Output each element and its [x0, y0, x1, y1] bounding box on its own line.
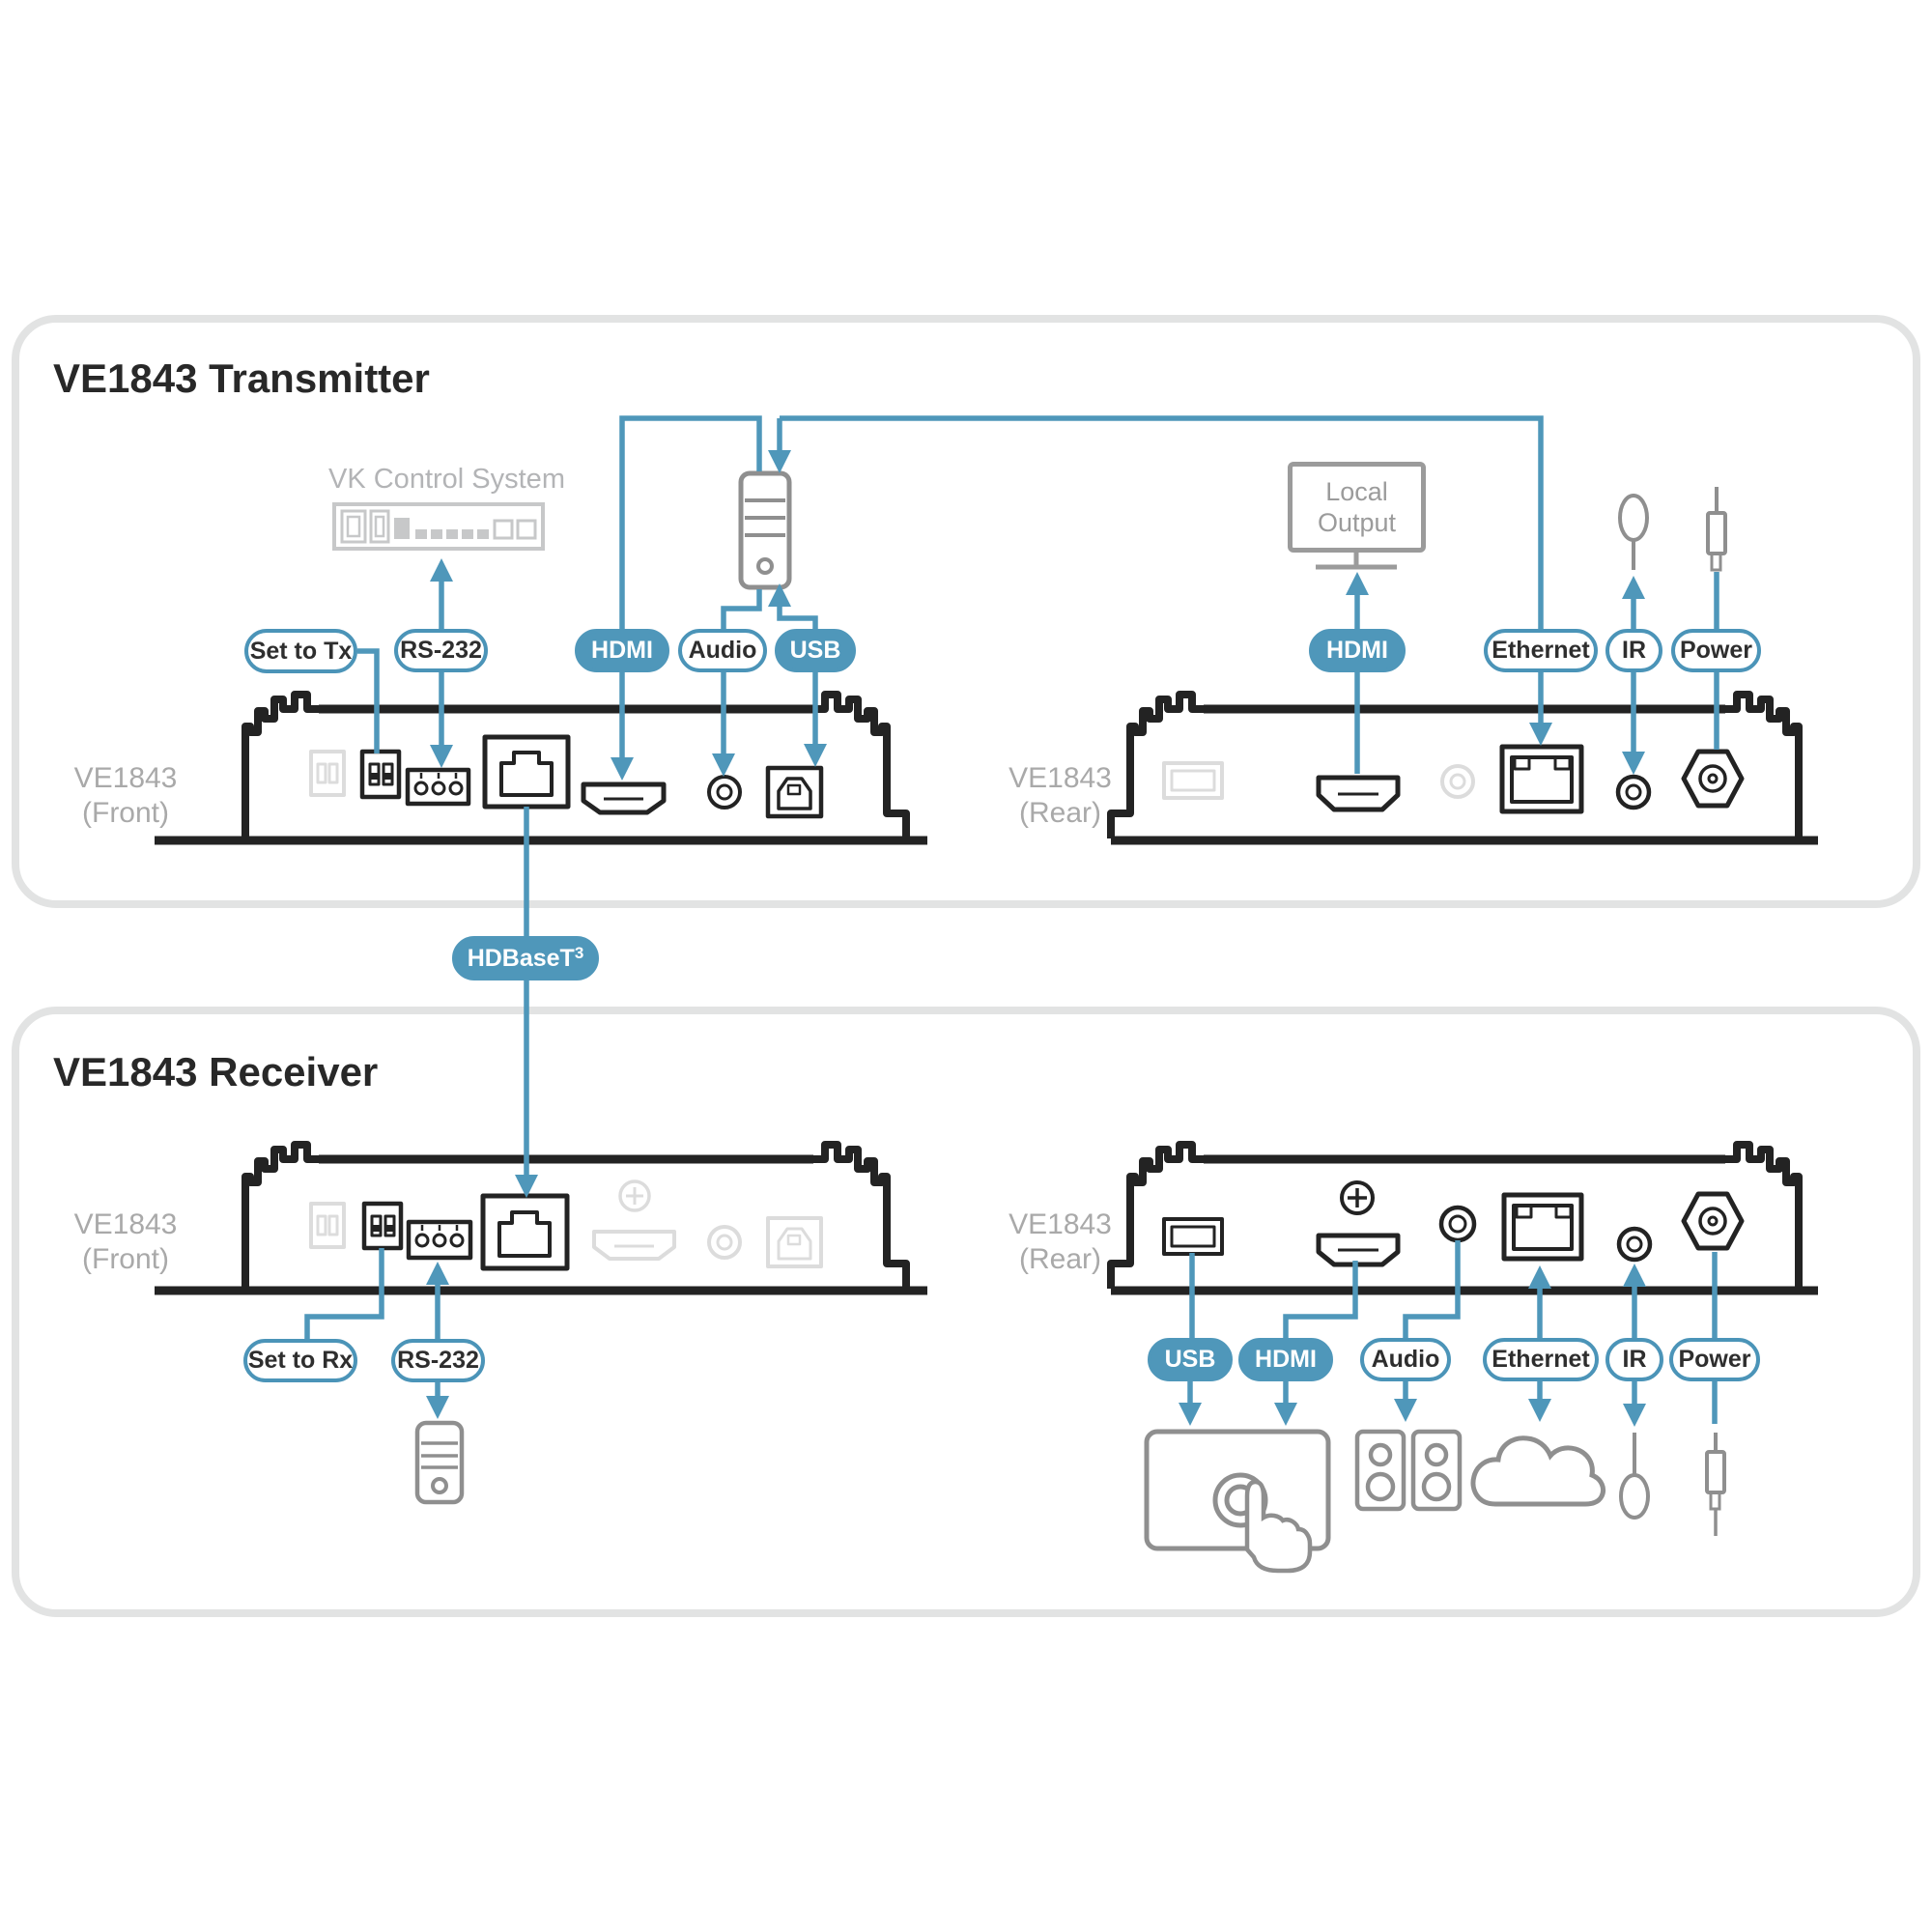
receiver-front-label: VE1843 (Front): [73, 1208, 178, 1275]
screw-rx: [1342, 1182, 1373, 1213]
pc-tower-icon: [741, 473, 789, 587]
pill-hdmi-tx-rear: HDMI: [1309, 629, 1406, 672]
ir-port-tx: [1618, 777, 1649, 808]
pill-hdmi-tx-front: HDMI: [575, 629, 669, 672]
ethernet-port-tx: [1502, 747, 1581, 811]
pill-hdmi-rx: HDMI: [1238, 1338, 1333, 1381]
hdmi-port-tx-front: [583, 784, 664, 812]
rs232-terminal-rx: [409, 1222, 470, 1258]
power-jack-rx: [1684, 1194, 1742, 1248]
pill-rs232-tx: RS-232: [394, 629, 488, 672]
pill-hdbaset-link: [452, 936, 599, 980]
ir-receiver-icon-rx: [1621, 1433, 1648, 1518]
pill-ir-tx: IR: [1605, 629, 1662, 672]
touch-panel-icon: [1147, 1432, 1328, 1571]
ir-receiver-icon-tx: [1620, 496, 1647, 570]
local-output-display: Local Output: [1288, 462, 1426, 553]
hdbaset-superscript: 3: [574, 943, 584, 962]
transmitter-front-label: VE1843 (Front): [73, 762, 178, 829]
local-output-stand-icon: [1316, 553, 1397, 567]
pill-ethernet-rx: Ethernet: [1483, 1338, 1599, 1381]
receiver-title: VE1843 Receiver: [53, 1049, 379, 1094]
receiver-front-device: [155, 1145, 927, 1291]
transmitter-title: VE1843 Transmitter: [53, 355, 430, 401]
transmitter-front-device: [155, 695, 927, 840]
hdmi-port-tx-rear: [1319, 778, 1398, 810]
hdmi-port-rx: [1319, 1236, 1398, 1264]
pill-usb-rx: USB: [1148, 1338, 1233, 1381]
rs232-terminal-tx: [408, 770, 469, 804]
usb-b-port-tx: [768, 768, 821, 816]
vk-control-system-icon: [334, 504, 543, 549]
power-plug-icon-tx: [1708, 487, 1725, 570]
pill-usb-tx: USB: [775, 629, 856, 672]
receiver-rear-label: VE1843 (Rear): [1009, 1208, 1112, 1275]
cloud-icon: [1473, 1438, 1604, 1504]
pill-ethernet-tx: Ethernet: [1484, 629, 1598, 672]
ethernet-port-rx: [1504, 1195, 1581, 1259]
vk-control-system-label: VK Control System: [328, 464, 565, 495]
speakers-icon: [1357, 1432, 1460, 1509]
touch-hand-icon: [1247, 1482, 1310, 1571]
pill-set-to-tx: Set to Tx: [244, 629, 357, 673]
pill-audio-rx: Audio: [1360, 1338, 1451, 1381]
ir-port-rx: [1619, 1229, 1650, 1260]
receiver-rear-device: [1111, 1145, 1818, 1291]
transmitter-rear-label: VE1843 (Rear): [1009, 762, 1112, 829]
pill-ir-rx: IR: [1605, 1338, 1663, 1381]
hdbaset-label: HDBaseT: [467, 944, 575, 972]
rj45-port-tx: [485, 737, 568, 807]
power-plug-icon-rx: [1707, 1433, 1724, 1536]
connection-arrowheads: [426, 450, 1646, 1427]
pill-set-to-rx: Set to Rx: [243, 1339, 357, 1382]
power-jack-tx: [1684, 752, 1742, 806]
pill-power-rx: Power: [1669, 1338, 1760, 1381]
pill-power-tx: Power: [1671, 629, 1761, 672]
transmitter-rear-device: [1111, 695, 1818, 840]
rs232-pc-tower-icon: [417, 1423, 462, 1502]
usb-a-port-rx: [1164, 1219, 1222, 1254]
audio-port-tx: [709, 777, 740, 808]
rj45-port-rx: [483, 1196, 567, 1268]
pill-audio-tx: Audio: [678, 629, 767, 672]
pill-rs232-rx: RS-232: [391, 1339, 485, 1382]
usb-a-port-faded-tx: [1164, 763, 1222, 798]
audio-port-rx: [1441, 1208, 1474, 1240]
